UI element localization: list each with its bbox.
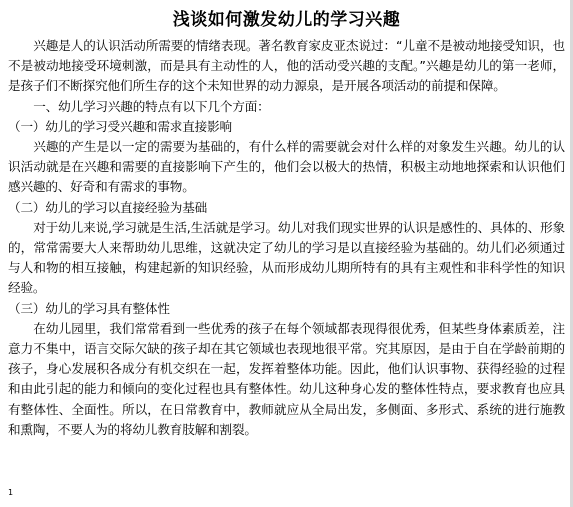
intro-paragraph: 兴趣是人的认识活动所需要的情绪表现。著名教育家皮亚杰说过：“儿童不是被动地接受知识，也不是被动地接受环境刺激，而是具有主动性的人，他的活动受兴趣的支配。”兴趣是幼儿的第一老师，是孩子们不断探究他们所生存的这个未知世界的动力源泉，是开展各项活动的前提和保障。 xyxy=(8,38,565,94)
document-title: 浅谈如何激发幼儿的学习兴趣 xyxy=(172,10,401,30)
subsection-heading-2: （二）幼儿的学习以直接经验为基础 xyxy=(8,199,208,215)
subsection-paragraph-3: 在幼儿园里，我们常常看到一些优秀的孩子在每个领域都表现得很优秀，但某些身体素质差，注意力不集中，语言交际欠缺的孩子却在其它领域也表现地很平常。究其原因，是由于自在学龄前期的孩子，身心发展积各成分有机交织在一起，发挥着整体功能。因此，他们认识事物、获得经验的过程和由此引起的能力和倾向的变化过程也具有整体性。幼儿这种身心发的整体性特点，要求教育也应具有整体性、全面性。所以，在日常教育中，教师就应从全局出发，多侧面、多形式、系统的进行施教和熏陶，不要人为的将幼儿教育肢解和割裂。 xyxy=(8,320,565,437)
section-heading: 一、幼儿学习兴趣的特点有以下几个方面： xyxy=(33,98,270,114)
subsection-heading-3: （三）幼儿的学习具有整体性 xyxy=(8,300,170,316)
subsection-paragraph-2: 对于幼儿来说,学习就是生活,生活就是学习。幼儿对我们现实世界的认识是感性的、具体的、形象的，常常需要大人来帮助幼儿思维，这就决定了幼儿的学习是以直接经验为基础的。幼儿们必须通过与人和物的相互接触，构建起新的知识经验，从而形成幼儿期所特有的具有主观性和非科学性的知识经验。 xyxy=(8,219,565,296)
subsection-heading-1: （一）幼儿的学习受兴趣和需求直接影响 xyxy=(8,118,232,134)
subsection-paragraph-1: 兴趣的产生是以一定的需要为基础的，有什么样的需要就会对什么样的对象发生兴趣。幼儿的认识活动就是在兴趣和需要的直接影响下产生的，他们会以极大的热情，积极主动地地探索和认识他们感兴趣的、好奇和有需求的事物。 xyxy=(8,139,565,195)
page-number: 1 xyxy=(8,488,14,497)
